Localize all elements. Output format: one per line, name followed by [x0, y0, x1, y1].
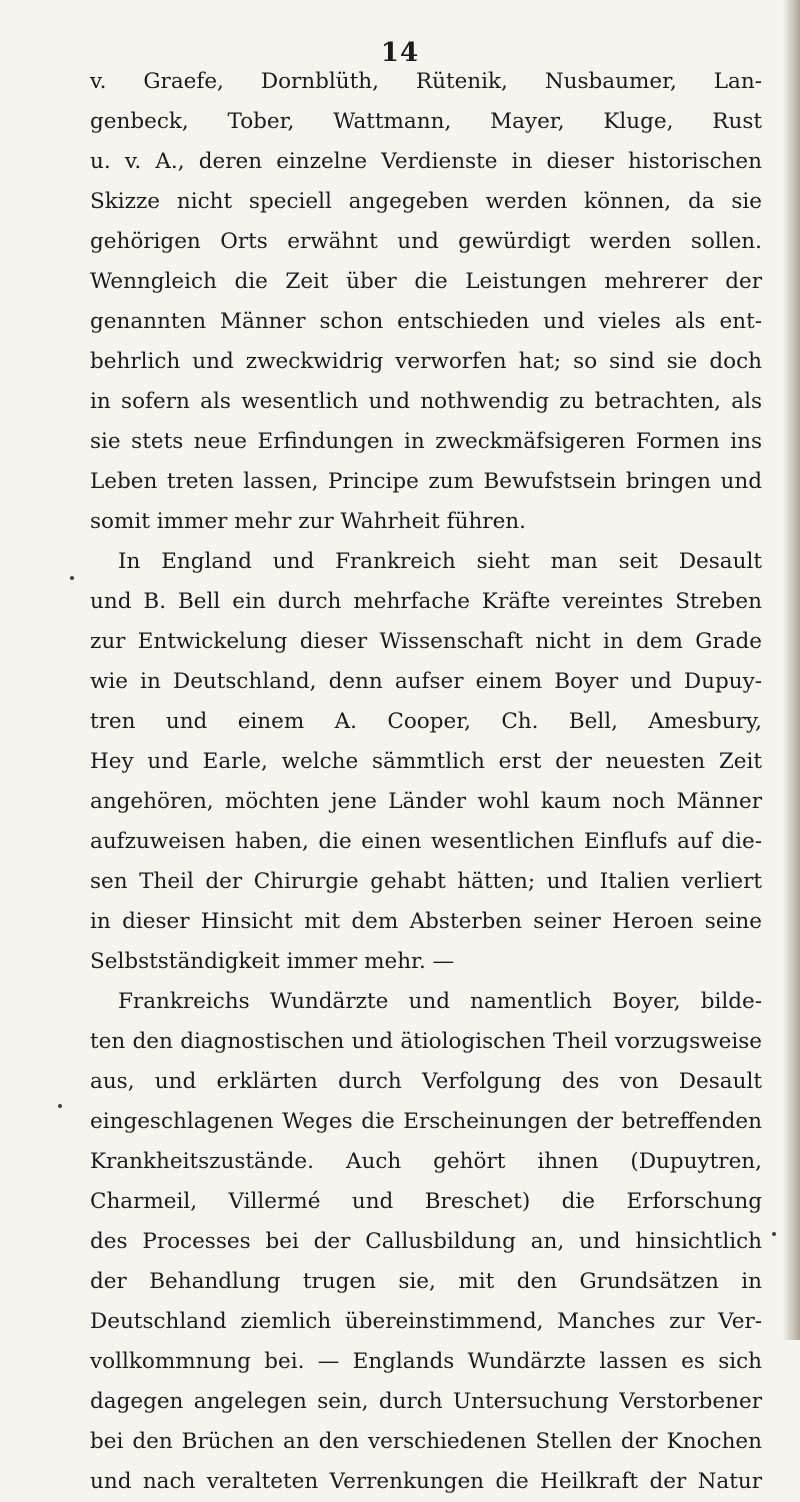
text-line: in dieser Hinsicht mit dem Absterben seiner Heroen seine	[90, 909, 762, 934]
text-line: Deutschland ziemlich übereinstimmend, Manches zur Ver-	[90, 1309, 762, 1334]
body-text	[90, 62, 762, 1502]
paragraph-end-line: Selbstständigkeit immer mehr. —	[90, 949, 455, 974]
text-line: Krankheitszustände. Auch gehört ihnen (Dupuytren,	[90, 1149, 762, 1174]
text-line: aus, und erklärten durch Verfolgung des von Desault	[90, 1069, 762, 1094]
text-line: genannten Männer schon entschieden und vieles als ent-	[90, 309, 762, 334]
text-line: ten den diagnostischen und ätiologischen Theil vorzugsweise	[90, 1029, 762, 1054]
text-line: und nach veralteten Verrenkungen die Heilkraft der Natur	[90, 1469, 762, 1494]
text-line: zur Entwickelung dieser Wissenschaft nicht in dem Grade	[90, 629, 762, 654]
text-line: behrlich und zweckwidrig verworfen hat; so sind sie doch	[90, 349, 762, 374]
text-line: wie in Deutschland, denn aufser einem Boyer und Dupuy-	[90, 669, 762, 694]
text-line: aufzuweisen haben, die einen wesentlichen Einflufs auf die-	[90, 829, 762, 854]
text-line: dagegen angelegen sein, durch Untersuchung Verstorbener	[90, 1389, 762, 1414]
page-edge-shadow	[782, 0, 800, 1340]
text-line: tren und einem A. Cooper, Ch. Bell, Amesbury,	[90, 709, 762, 734]
text-line: sie stets neue Erfindungen in zweckmäfsigeren Formen ins	[90, 429, 762, 454]
text-line: bei den Brüchen an den verschiedenen Stellen der Knochen	[90, 1429, 762, 1454]
text-line: genbeck, Tober, Wattmann, Mayer, Kluge, Rust	[90, 109, 762, 134]
text-line: Skizze nicht speciell angegeben werden können, da sie	[90, 189, 762, 214]
text-line: sen Theil der Chirurgie gehabt hätten; und Italien verliert	[90, 869, 762, 894]
paragraph-end-line: somit immer mehr zur Wahrheit führen.	[90, 509, 526, 534]
text-line: v. Graefe, Dornblüth, Rütenik, Nusbaumer, Lan-	[90, 69, 762, 94]
text-line: vollkommnung bei. — Englands Wundärzte lassen es sich	[90, 1349, 762, 1374]
text-line: gehörigen Orts erwähnt und gewürdigt werden sollen.	[90, 229, 762, 254]
text-line: Charmeil, Villermé und Breschet) die Erforschung	[90, 1189, 762, 1214]
scan-speck	[58, 1104, 62, 1108]
scan-speck	[70, 576, 74, 580]
text-line: Hey und Earle, welche sämmtlich erst der neuesten Zeit	[90, 749, 762, 774]
text-line: des Processes bei der Callusbildung an, und hinsichtlich	[90, 1229, 762, 1254]
paragraph-start-line: Frankreichs Wundärzte und namentlich Boyer, bilde-	[118, 989, 762, 1014]
text-line: angehören, möchten jene Länder wohl kaum noch Männer	[90, 789, 762, 814]
text-line: u. v. A., deren einzelne Verdienste in dieser historischen	[90, 149, 762, 174]
text-line: und B. Bell ein durch mehrfache Kräfte vereintes Streben	[90, 589, 762, 614]
text-line: Leben treten lassen, Principe zum Bewufstsein bringen und	[90, 469, 762, 494]
scan-speck	[772, 1232, 776, 1236]
text-line: der Behandlung trugen sie, mit den Grundsätzen in	[90, 1269, 762, 1294]
text-line: eingeschlagenen Weges die Erscheinungen der betreffenden	[90, 1109, 762, 1134]
page-number: 14	[380, 38, 420, 68]
paragraph-start-line: In England und Frankreich sieht man seit Desault	[118, 549, 762, 574]
text-line: in sofern als wesentlich und nothwendig zu betrachten, als	[90, 389, 762, 414]
text-line: Wenngleich die Zeit über die Leistungen mehrerer der	[90, 269, 762, 294]
